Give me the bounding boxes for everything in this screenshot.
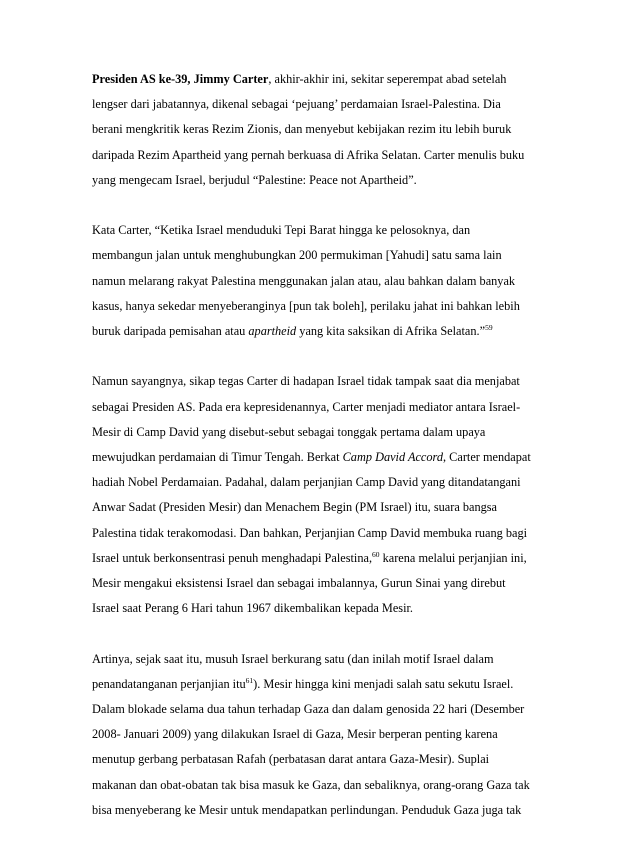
text-line [92,445,552,470]
text-run: apartheid [248,324,297,339]
text-run: makanan dan obat-obatan tak bisa masuk ke Gaza, dan sebaliknya, orang-orang Gaza tak [92,777,530,792]
text-run: mewujudkan perdamaian di Timur Tengah. Berkat [92,450,343,465]
text-run: Mesir mengakui eksistensi Israel dan sebagai imbalannya, Gurun Sinai yang direbut [92,576,506,591]
text-line [92,92,552,117]
text-line [92,143,552,168]
text-line [92,546,552,571]
text-run: Palestina tidak terakomodasi. Dan bahkan, Perjanjian Camp David membuka ruang bagi [92,525,528,540]
text-run: Israel untuk berkonsentrasi penuh menghadapi Palestina, [92,550,373,565]
text-line [92,243,552,268]
text-run: Israel saat Perang 6 Hari tahun 1967 dikembalikan kepada Mesir. [92,601,413,616]
text-line [92,168,552,193]
text-run: hadiah Nobel Perdamaian. Padahal, dalam perjanjian Camp David yang ditandatangani [92,475,521,490]
text-run: kasus, hanya sekedar menyeberanginya [pun tak boleh], perilaku jahat ini bahkan lebih [92,298,520,313]
text-run: membangun jalan untuk menghubungkan 200 permukiman [Yahudi] satu sama lain [92,248,502,263]
text-line [92,798,552,823]
text-run: menutup gerbang perbatasan Rafah (perbatasan darat antara Gaza-Mesir). Suplai [92,752,490,767]
text-run: Artinya, sejak saat itu, musuh Israel berkurang satu (dan inilah motif Israel dalam [92,651,494,666]
text-run: karena melalui perjanjian ini, [379,550,527,565]
text-line [92,117,552,142]
text-line [92,521,552,546]
text-line [92,67,552,92]
text-run: lengser dari jabatannya, dikenal sebagai ‘pejuang’ perdamaian Israel-Palestina. Dia [92,97,501,112]
text-run: penandatanganan perjanjian itu [92,676,246,691]
paragraph [92,218,552,344]
text-line [92,722,552,747]
text-line [92,420,552,445]
text-line [92,647,552,672]
document-page [92,67,552,848]
paragraph [92,369,552,621]
text-line [92,294,552,319]
text-run: Presiden AS ke-39, Jimmy Carter [92,72,269,86]
text-run: 2008- Januari 2009) yang dilakukan Israel di Gaza, Mesir berperan penting karena [92,727,498,742]
text-run: yang kita saksikan di Afrika Selatan.” [296,324,486,339]
text-run: berani mengkritik keras Rezim Zionis, dan menyebut kebijakan rezim itu lebih buruk [92,122,512,137]
footnote-ref: 61 [245,675,254,685]
text-line [92,747,552,772]
text-run: namun melarang rakyat Palestina menggunakan jalan atau, alau bahkan dalam banyak [92,273,516,288]
text-line [92,395,552,420]
text-run: Dalam blokade selama dua tahun terhadap Gaza dan dalam genosida 22 hari (Desember [92,702,525,717]
text-line [92,495,552,520]
text-line [92,697,552,722]
text-run: Namun sayangnya, sikap tegas Carter di hadapan Israel tidak tampak saat dia menjabat [92,374,520,389]
text-run: buruk daripada pemisahan atau [92,324,249,339]
text-run: , Carter mendapat [443,450,531,465]
text-line [92,218,552,243]
text-run: yang mengecam Israel, berjudul “Palestine: Peace not Apartheid”. [92,172,417,187]
text-run: sebagai Presiden AS. Pada era kepresidenannya, Carter menjadi mediator antara Israel- [92,399,521,414]
paragraph [92,647,552,823]
text-line [92,319,552,344]
text-line [92,571,552,596]
paragraph [92,67,552,193]
text-line [92,269,552,294]
text-run: Anwar Sadat (Presiden Mesir) dan Menachem Begin (PM Israel) itu, suara bangsa [92,500,497,515]
text-line [92,596,552,621]
text-line [92,369,552,394]
text-line [92,470,552,495]
footnote-ref: 60 [372,549,380,559]
text-line [92,672,552,697]
text-run: Camp David Accord [342,450,444,465]
text-line [92,773,552,798]
text-run: ). Mesir hingga kini menjadi salah satu sekutu Israel. [253,676,514,691]
text-run: daripada Rezim Apartheid yang pernah berkuasa di Afrika Selatan. Carter menulis buku [92,147,525,162]
text-run: Mesir di Camp David yang disebut-sebut sebagai tonggak pertama dalam upaya [92,424,486,439]
text-run: , akhir-akhir ini, sekitar seperempat abad setelah [268,72,507,86]
text-run: Kata Carter, “Ketika Israel menduduki Tepi Barat hingga ke pelosoknya, dan [92,223,471,238]
text-run: bisa menyeberang ke Mesir untuk mendapatkan perlindungan. Penduduk Gaza juga tak [92,802,522,817]
footnote-ref: 59 [485,322,493,332]
